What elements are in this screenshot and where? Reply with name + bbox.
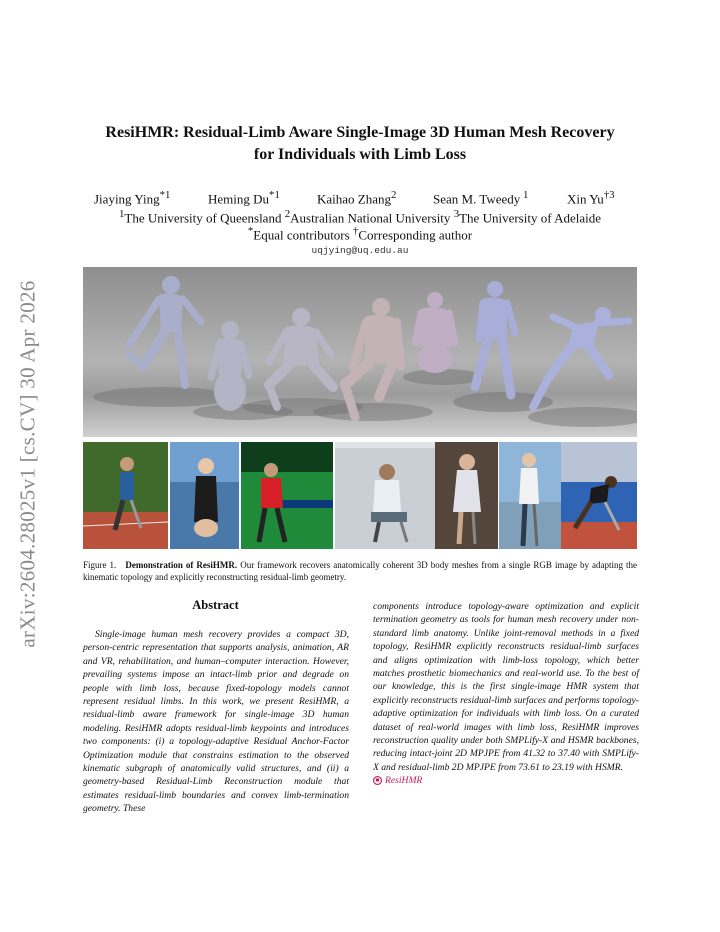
note-mark: † — [352, 225, 359, 237]
abstract-heading: Abstract — [192, 598, 239, 612]
author-name: Heming Du — [208, 191, 270, 207]
arxiv-identifier — [8, 258, 48, 670]
author — [317, 189, 396, 207]
author-name: Kaihao Zhang — [317, 191, 392, 207]
affiliation: Australian National University — [290, 210, 454, 226]
author — [567, 189, 615, 207]
note-text: Corresponding author — [358, 227, 473, 243]
author-name: Jiaying Ying — [94, 191, 160, 207]
github-icon — [373, 776, 382, 785]
affiliations — [60, 208, 660, 226]
photo-woman-prosthesis — [435, 442, 498, 549]
photo-track-runner — [83, 442, 168, 549]
aff-mark: 3 — [453, 208, 460, 220]
author-mark: 1 — [520, 189, 529, 201]
project-link[interactable] — [373, 774, 422, 787]
figure-caption — [83, 559, 637, 583]
author-mark: *1 — [159, 189, 171, 201]
figure-label: Figure 1. — [83, 560, 117, 570]
aff-mark: 1 — [118, 208, 125, 220]
author-name: Sean M. Tweedy — [433, 191, 521, 207]
author-name: Xin Yu — [567, 191, 604, 207]
abstract-column-1: Single-image human mesh recovery provides a compact 3D, person-centric representation that supports analysis, animation, AR and VR, rehabilitation, and human–computer interaction. However, prevailing systems impose an intact-limb prior and degrade on people with limb loss, because fixed-topology models cannot represent residual limbs. In this work, we present ResiHMR, a residual-limb aware framework for single-image 3D human modeling. ResiHMR adopts residual-limb keypoints and introduces two components: (i) a topology-adaptive Residual Anchor-Factor Optimization module that constrains estimation to the observed kinematic subgraph of anatomically valid structures, and (ii) a geometry-based Residual-Limb Reconstruction module that estimates residual-limb boundaries and convex limb-termination geometry. These — [83, 629, 349, 815]
caption-text: Our framework recovers anatomically coherent 3D body meshes from a single RGB image by adapting the kinematic topology and explicitly reconstructing residual-limb geometry. — [83, 560, 638, 582]
author-mark: 2 — [391, 189, 397, 201]
figure-1 — [83, 267, 637, 549]
contact-email[interactable]: uqjying@uq.edu.au — [311, 245, 409, 256]
author — [208, 189, 280, 207]
author-mark: †3 — [603, 189, 615, 201]
author-mark: *1 — [269, 189, 280, 201]
photo-table-tennis — [241, 442, 333, 549]
author-list — [60, 189, 660, 207]
abstract-column-2-text: components introduce topology-aware optimization and explicit termination geometry as tools for human mesh recovery under non-standard limb anatomy. Unlike joint-removal methods in a fixed topology, ResiHMR explicitly reconstructs residual-limb surfaces and aligns optimization with limb-loss topology, which better matches prosthetic biomechanics and real-world use. To the best of our knowledge, this is the first single-image HMR system that explicitly reconstructs residual-limb surfaces and performs topology-adaptive optimization for individuals with limb loss. On a curated dataset of real-world images with limb loss, ResiHMR improves reconstruction quality under both SMPLify-X and HSMR backbones, reducing intact-joint 2D MPJPE from 41.32 to 37.40 with SMPLify-X and residual-limb 2D MPJPE from 73.61 to 23.19 with HSMR. — [373, 601, 639, 773]
photo-seated-man — [335, 442, 435, 549]
note-mark: * — [247, 225, 254, 237]
photo-woman-standing — [499, 442, 561, 549]
affiliation: The University of Queensland — [124, 210, 285, 226]
caption-bold: Demonstration of ResiHMR. — [125, 560, 238, 570]
abstract-column-2 — [373, 600, 639, 790]
title-line-1: ResiHMR: Residual-Limb Aware Single-Image 3D Human Mesh Recovery — [105, 124, 615, 141]
author — [94, 189, 170, 207]
affiliation: The University of Adelaide — [459, 210, 601, 226]
photo-swimmer — [170, 442, 239, 549]
project-link-label: ResiHMR — [385, 775, 423, 787]
aff-mark: 2 — [284, 208, 291, 220]
arxiv-id-text: arXiv:2604.28025v1 [cs.CV] 30 Apr 2026 — [15, 280, 40, 648]
paper-title — [60, 122, 660, 166]
mesh-render-panel — [83, 267, 637, 437]
note-text: Equal contributors — [253, 227, 353, 243]
author-notes — [60, 225, 660, 243]
author — [433, 189, 528, 207]
title-line-2: for Individuals with Limb Loss — [253, 146, 467, 163]
photo-sprint-start — [561, 442, 637, 549]
